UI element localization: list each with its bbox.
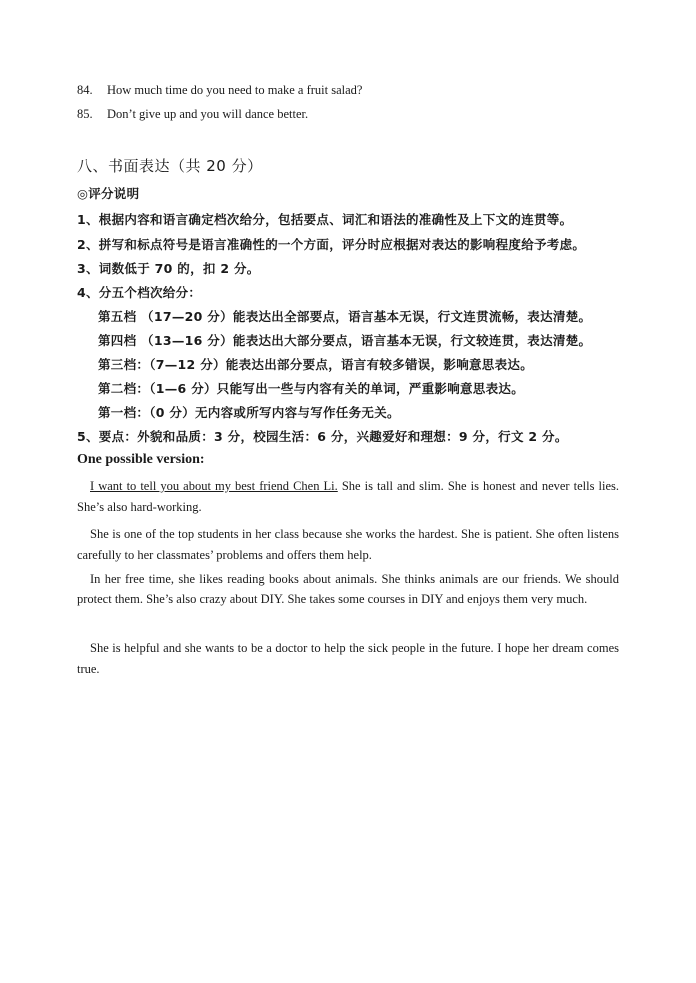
question-text: How much time do you need to make a fruit salad?	[107, 83, 363, 97]
level-5: 第五档 （17—20 分）能表达出全部要点，语言基本无误，行文连贯流畅，表达清楚。	[98, 309, 592, 324]
paragraph-text: She is tall and slim. She is honest and never tells lies. She’s also hard-working.	[77, 479, 619, 514]
criteria-heading: ◎评分说明	[77, 186, 140, 201]
rule-2: 2、拼写和标点符号是语言准确性的一个方面，评分时应根据对表达的影响程度给予考虑。	[77, 237, 586, 252]
underlined-sentence: I want to tell you about my best friend Chen Li.	[90, 479, 338, 493]
question-85	[77, 106, 308, 122]
sample-paragraph-1	[77, 476, 619, 518]
question-84	[77, 82, 362, 98]
rule-4: 4、分五个档次给分：	[77, 285, 202, 300]
level-2: 第二档：（1—6 分）只能写出一些与内容有关的单词，严重影响意思表达。	[98, 381, 524, 396]
question-number: 84.	[77, 83, 93, 97]
sample-title: One possible version:	[77, 452, 205, 467]
scoring-points: 5、要点：外貌和品质：3 分，校园生活：6 分，兴趣爱好和理想：9 分，行文 2 分。	[77, 429, 568, 444]
question-number: 85.	[77, 107, 93, 121]
question-text: Don’t give up and you will dance better.	[107, 107, 309, 121]
sample-paragraph-4: She is helpful and she wants to be a doctor to help the sick people in the future. I hope her dream comes true.	[77, 641, 619, 676]
level-1: 第一档：（0 分）无内容或所写内容与写作任务无关。	[98, 405, 400, 420]
sample-paragraph-2: She is one of the top students in her class because she works the hardest. She is patient. She often listens carefully to her classmates’ problems and offers them help.	[77, 527, 619, 562]
level-3: 第三档：（7—12 分）能表达出部分要点，语言有较多错误，影响意思表达。	[98, 357, 533, 372]
level-4: 第四档 （13—16 分）能表达出大部分要点，语言基本无误，行文较连贯，表达清楚。	[98, 333, 592, 348]
section-title: 八、书面表达（共 20 分）	[77, 157, 263, 175]
rule-3: 3、词数低于 70 的，扣 2 分。	[77, 261, 260, 276]
rule-1: 1、根据内容和语言确定档次给分，包括要点、词汇和语法的准确性及上下文的连贯等。	[77, 212, 573, 227]
sample-paragraph-3: In her free time, she likes reading books about animals. She thinks animals are our friends. We should protect them. She’s also crazy about DIY. She takes some courses in DIY and enjoys them very much.	[77, 572, 619, 606]
